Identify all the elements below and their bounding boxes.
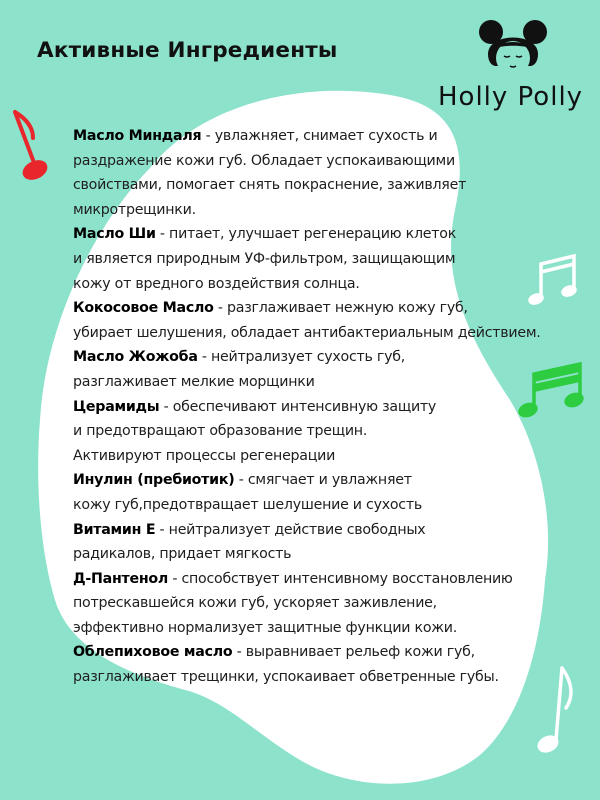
- ingredient-description: - смягчает и увлажняет: [234, 472, 412, 489]
- ingredient-first-line: [73, 124, 553, 149]
- ingredient-list: [73, 124, 553, 690]
- ingredient-name: Масло Жожоба: [73, 349, 198, 366]
- ingredient-description: - выравнивает рельеф кожи губ,: [232, 644, 475, 661]
- ingredient-description: - способствует интенсивному восстановлению: [168, 570, 513, 587]
- ingredient-first-line: [73, 567, 553, 592]
- ingredient-description: - разглаживает нежную кожу губ,: [213, 300, 468, 317]
- ingredient-first-line: [73, 518, 553, 543]
- ingredient-line: Активируют процессы регенерации: [73, 447, 336, 464]
- ingredient-name: Витамин Е: [73, 521, 156, 538]
- brand-name: Holly Polly: [438, 82, 584, 112]
- ingredient-line: микротрещинки.: [73, 201, 196, 218]
- page-title: Активные Ингредиенты: [37, 38, 338, 63]
- ingredient-description: - увлажняет, снимает сухость и: [201, 128, 438, 144]
- ingredient-name: Кокосовое Масло: [73, 300, 214, 317]
- ingredient-description: - нейтрализует действие свободных: [155, 521, 426, 538]
- ingredient-line: кожу губ,предотвращает шелушение и сухость: [73, 496, 422, 513]
- ingredient-item: [73, 395, 553, 469]
- ingredient-first-line: [73, 468, 553, 493]
- ingredient-first-line: [73, 222, 553, 247]
- ingredient-name: Церамиды: [73, 398, 160, 415]
- ingredient-name: Д-Пантенол: [73, 570, 169, 587]
- ingredient-line: разглаживает трещинки, успокаивает обветренные губы.: [73, 669, 499, 686]
- ingredient-item: [73, 124, 553, 222]
- ingredient-item: [73, 640, 553, 689]
- ingredient-item: [73, 468, 553, 517]
- ingredient-item: [73, 345, 553, 394]
- ingredient-line: кожу от вредного воздействия солнца.: [73, 275, 360, 292]
- ingredient-name: Масло Миндаля: [73, 128, 202, 144]
- ingredient-item: [73, 567, 553, 641]
- ingredient-item: [73, 222, 553, 296]
- girl-face-logo-icon: [478, 18, 548, 80]
- brand-logo: [438, 18, 588, 118]
- ingredient-line: эффективно нормализует защитные функции кожи.: [73, 619, 458, 636]
- ingredient-first-line: [73, 345, 553, 370]
- ingredient-first-line: [73, 296, 553, 321]
- ingredient-line: свойствами, помогает снять покраснение, заживляет: [73, 177, 467, 194]
- ingredient-line: разглаживает мелкие морщинки: [73, 373, 315, 390]
- ingredient-line: раздражение кожи губ. Обладает успокаивающими: [73, 152, 455, 169]
- ingredient-first-line: [73, 640, 553, 665]
- ingredient-name: Облепиховое масло: [73, 644, 233, 661]
- music-note-red-icon: [3, 104, 55, 186]
- ingredient-description: - нейтрализует сухость губ,: [197, 349, 406, 366]
- ingredient-description: - обеспечивают интенсивную защиту: [159, 398, 437, 415]
- ingredient-line: радикалов, придает мягкость: [73, 546, 292, 563]
- ingredient-line: потрескавшейся кожи губ, ускоряет заживление,: [73, 595, 437, 612]
- ingredient-description: - питает, улучшает регенерацию клеток: [155, 226, 457, 243]
- ingredient-line: и является природным УФ-фильтром, защищающим: [73, 250, 456, 267]
- ingredient-name: Инулин (пребиотик): [73, 472, 235, 489]
- ingredient-item: [73, 296, 553, 345]
- ingredient-line: убирает шелушения, обладает антибактериальным действием.: [73, 324, 541, 341]
- ingredient-item: [73, 518, 553, 567]
- ingredient-name: Масло Ши: [73, 226, 156, 243]
- ingredient-first-line: [73, 395, 553, 420]
- ingredient-line: и предотвращают образование трещин.: [73, 423, 368, 440]
